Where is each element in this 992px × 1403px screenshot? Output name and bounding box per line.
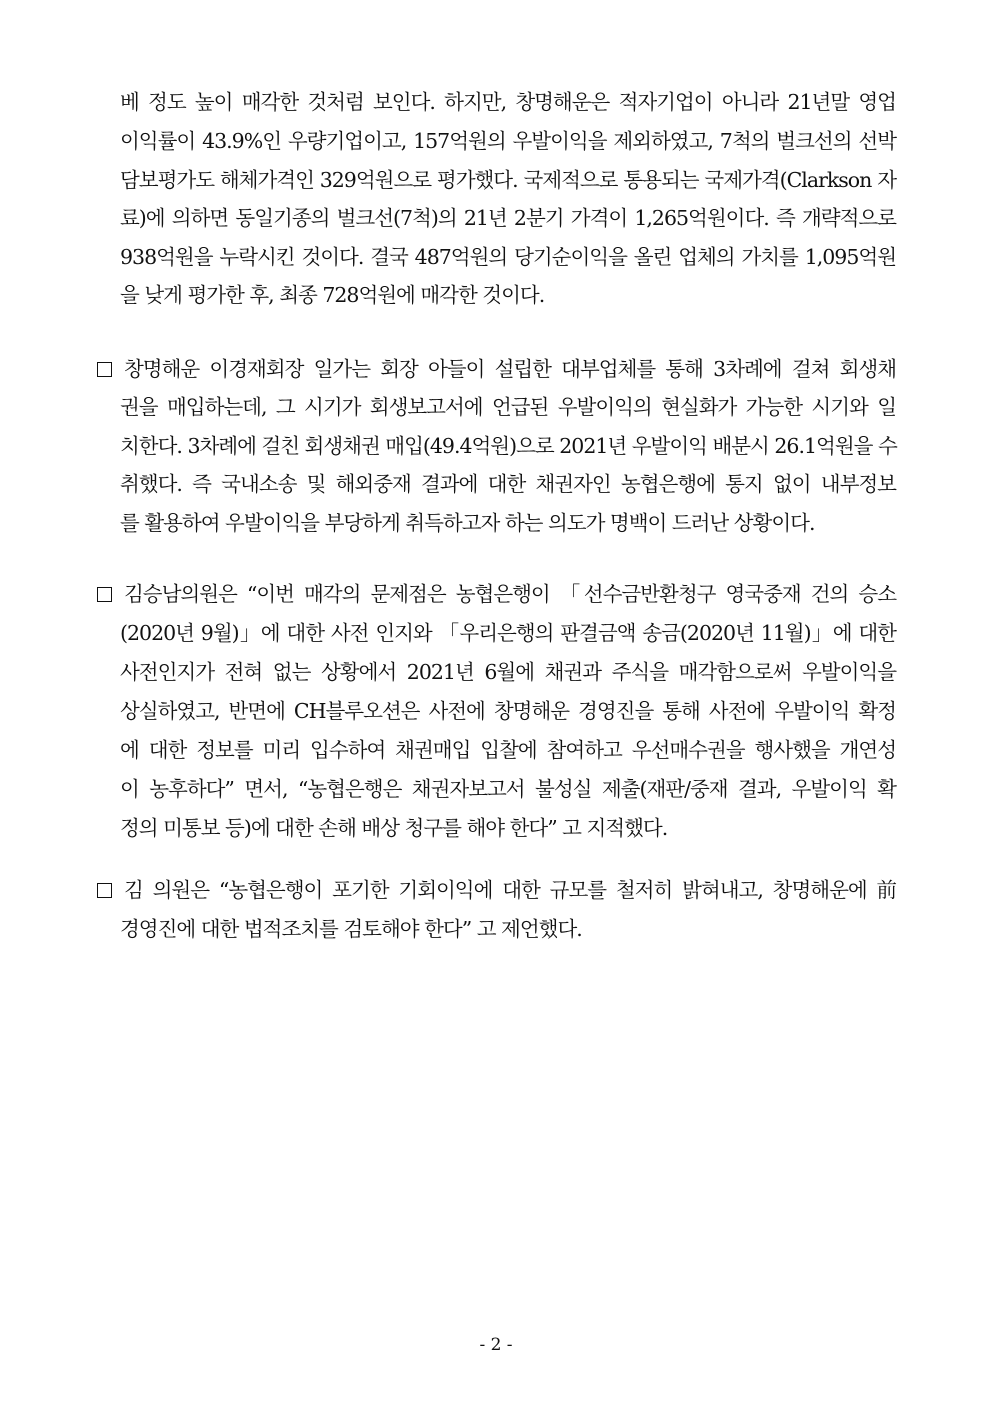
paragraph-1-line: 을 낮게 평가한 후, 최종 728억원에 매각한 것이다.: [120, 283, 545, 307]
paragraph-2-line: 권을 매입하는데, 그 시기가 회생보고서에 언급된 우발이익의 현실화가 가능한 시기와 일: [120, 395, 896, 419]
paragraph-3-line: 상실하였고, 반면에 CH블루오션은 사전에 창명해운 경영진을 통해 사전에 우발이익 확정: [120, 699, 896, 723]
paragraph-2-line: 치한다. 3차례에 걸친 회생채권 매입(49.4억원)으로 2021년 우발이익 배분시 26.1억원을 수: [120, 434, 897, 458]
paragraph-3-line: 이 농후하다” 면서, “농협은행은 채권자보고서 불성실 제출(재판/중재 결과, 우발이익 확: [120, 777, 896, 801]
paragraph-3-line: 사전인지가 전혀 없는 상황에서 2021년 6월에 채권과 주식을 매각함으로써 우발이익을: [120, 660, 896, 684]
paragraph-2-line: 창명해운 이경재회장 일가는 회장 아들이 설립한 대부업체를 통해 3차례에 걸쳐 회생채: [124, 357, 896, 381]
paragraph-1-line: 이익률이 43.9%인 우량기업이고, 157억원의 우발이익을 제외하였고, 7척의 벌크선의 선박: [120, 129, 896, 153]
paragraph-1-line: 료)에 의하면 동일기종의 벌크선(7척)의 21년 2분기 가격이 1,265억원이다. 즉 개략적으로: [120, 206, 896, 230]
paragraph-4-line: 김 의원은 “농협은행이 포기한 기회이익에 대한 규모를 철저히 밝혀내고, 창명해운에 前: [124, 878, 896, 902]
paragraph-3-line: 정의 미통보 등)에 대한 손해 배상 청구를 해야 한다” 고 지적했다.: [120, 816, 668, 840]
paragraph-4-line: 경영진에 대한 법적조치를 검토해야 한다” 고 제언했다.: [120, 917, 582, 941]
paragraph-2-line: 취했다. 즉 국내소송 및 해외중재 결과에 대한 채권자인 농협은행에 통지 없이 내부정보: [120, 472, 896, 496]
paragraph-3-line: 에 대한 정보를 미리 입수하여 채권매입 입찰에 참여하고 우선매수권을 행사했을 개연성: [120, 738, 896, 762]
paragraph-1-line: 베 정도 높이 매각한 것처럼 보인다. 하지만, 창명해운은 적자기업이 아니라 21년말 영업: [120, 90, 896, 114]
page-number: - 2 -: [479, 1335, 513, 1355]
paragraph-2-line: 를 활용하여 우발이익을 부당하게 취득하고자 하는 의도가 명백이 드러난 상황이다.: [120, 511, 815, 535]
paragraph-3-line: 김승남의원은 “이번 매각의 문제점은 농협은행이 「선수금반환청구 영국중재 건의 승소: [124, 582, 896, 606]
checkbox-bullet-icon: [97, 883, 112, 898]
paragraph-1-line: 담보평가도 해체가격인 329억원으로 평가했다. 국제적으로 통용되는 국제가격(Clarkson 자: [120, 168, 896, 192]
checkbox-bullet-icon: [97, 362, 112, 377]
paragraph-1-line: 938억원을 누락시킨 것이다. 결국 487억원의 당기순이익을 올린 업체의 가치를 1,095억원: [120, 245, 896, 269]
checkbox-bullet-icon: [97, 587, 112, 602]
paragraph-3-line: (2020년 9월)」에 대한 사전 인지와 「우리은행의 판결금액 송금(2020년 11월)」에 대한: [120, 621, 896, 645]
